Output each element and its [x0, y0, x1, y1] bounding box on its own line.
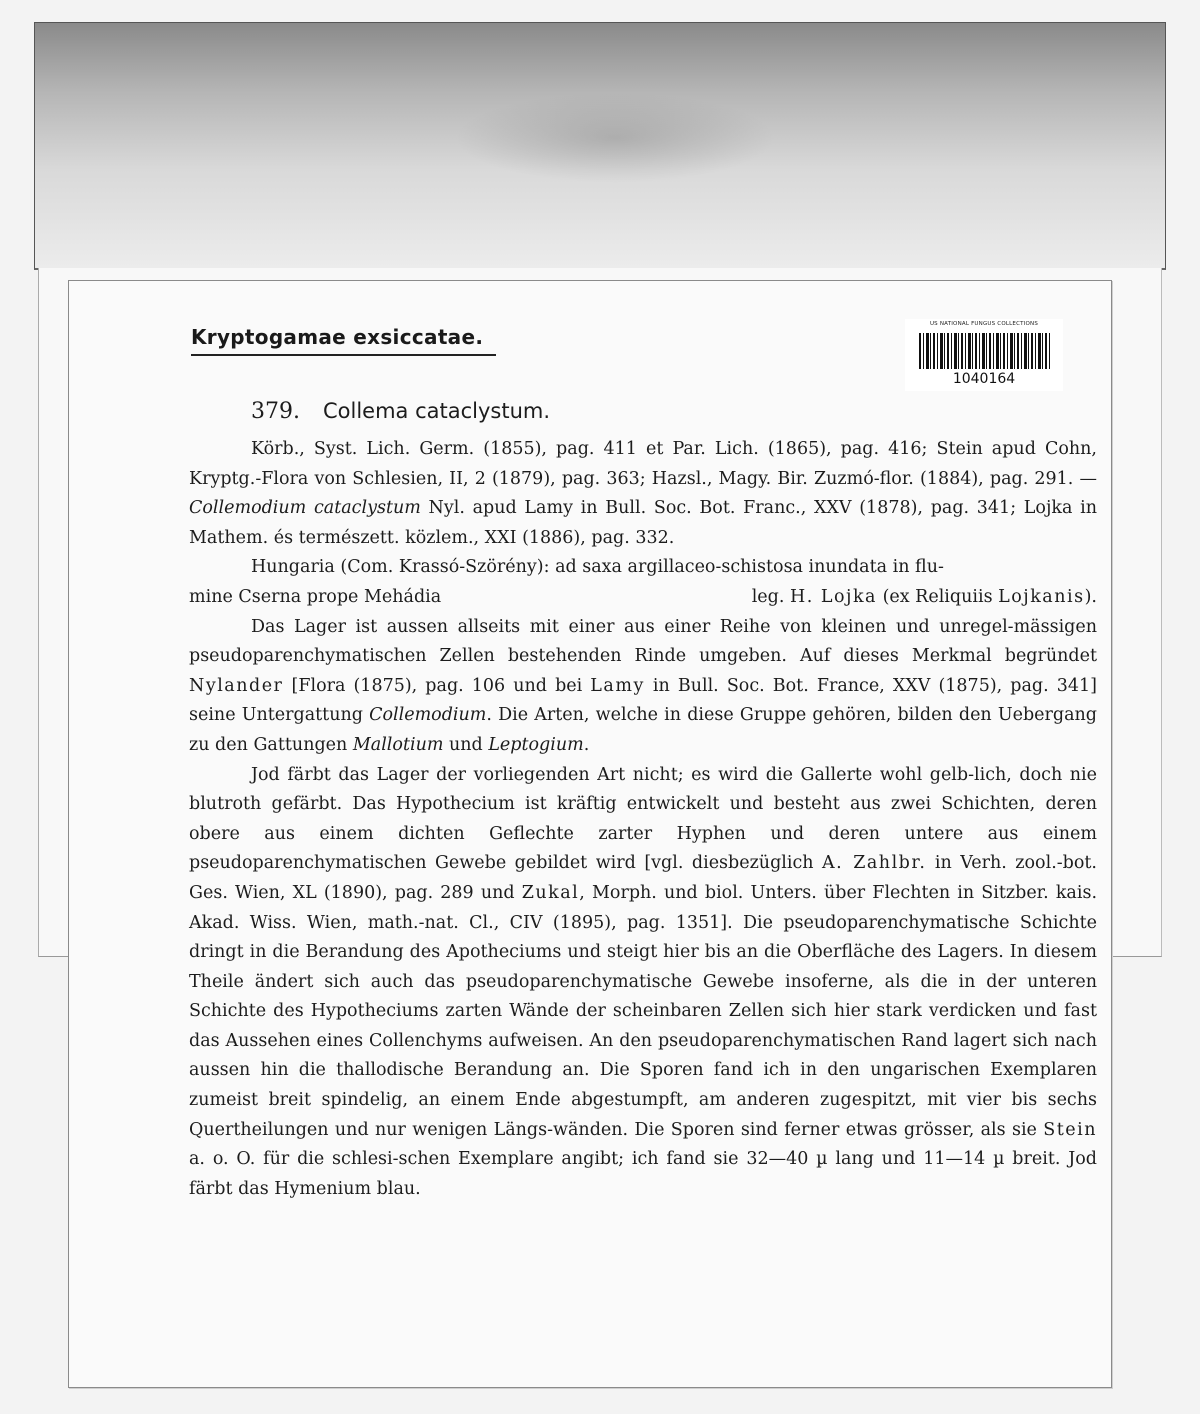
references-paragraph: Körb., Syst. Lich. Germ. (1855), pag. 411 et Par. Lich. (1865), pag. 416; Stein apud Cohn, Kryptg.-Flora von Schlesien, II, 2 (1879), pag. 363; Hazsl., Magy. Bir. Zuzmó-flor. (1884), pag. 291. — Collemodium cataclystum Nyl. apud Lamy in Bull. Soc. Bot. Franc., XXV (1878), pag. 341; Lojka in Mathem. és természett. közlem., XXI (1886), pag. 332. — [189, 439, 1097, 548]
genus-mallotium: Mallotium — [352, 734, 444, 755]
author-lamy: Lamy — [590, 675, 645, 696]
title-underline — [191, 354, 496, 356]
entry-heading — [251, 399, 550, 424]
locality-paragraph: Hungaria (Com. Krassó-Szörény): ad saxa argillaceo-schistosa inundata in flu- — [251, 557, 944, 578]
reliquiae-name: Lojkanis — [998, 586, 1085, 607]
label-body — [189, 435, 1097, 1204]
author-zahlbr: A. Zahlbr. — [822, 853, 927, 874]
specimen-packet — [34, 22, 1166, 270]
locality-river: mine Cserna prope Mehádia — [189, 586, 442, 607]
collector-info: leg. H. Lojka (ex Reliquiis Lojkanis). — [751, 586, 1097, 607]
entry-number: 379. — [251, 399, 300, 424]
barcode-icon — [919, 333, 1051, 369]
author-nylander: Nylander — [189, 675, 284, 696]
author-stein: Stein — [1043, 1119, 1097, 1140]
barcode-number: 1040164 — [952, 371, 1016, 387]
barcode-label — [905, 319, 1063, 391]
collector-line — [189, 583, 1097, 613]
synonym-name: Collemodium cataclystum — [189, 498, 421, 519]
genus-leptogium: Leptogium — [488, 734, 584, 755]
author-zukal: Zukal — [521, 882, 580, 903]
genus-collemodium: Collemodium — [369, 705, 487, 726]
description-paragraph-2: Jod färbt das Lager der vorliegenden Art nicht; es wird die Gallerte wohl gelb-lich, doch nie blutroth gefärbt. Das Hypothecium ist kräftig entwickelt und besteht aus zwei Schichten, deren obere aus einem dichten Geflechte zarter Hyphen und deren untere aus einem pseudoparenchymatischen Gewebe gebildet wird [vgl. diesbezüglich A. Zahlbr. in Verh. zool.-bot. Ges. Wien, XL (1890), pag. 289 und Zukal, Morph. und biol. Unters. über Flechten in Sitzber. kais. Akad. Wiss. Wien, math.-nat. Cl., CIV (1895), pag. 1351]. Die pseudoparenchymatische Schichte dringt in die Berandung des Apotheciums und steigt hier bis an die Oberfläche des Lagers. In diesem Theile ändert sich auch das pseudoparenchymatische Gewebe insoferne, als die in der unteren Schichte des Hypotheciums zarten Wände der scheinbaren Zellen sich hier stark verdicken und fast das Aussehen eines Collenchyms aufweisen. An den pseudoparenchymatischen Rand lagert sich nach aussen hin die thallodische Berandung an. Die Sporen fand ich in den ungarischen Exemplaren zumeist breit spindelig, an einem Ende abgestumpft, am anderen zugespitzt, mit vier bis sechs Quertheilungen und nur wenigen Längs-wänden. Die Sporen sind ferner etwas grösser, als sie Stein a. o. O. für die schlesi-schen Exemplare angibt; ich fand sie 32—40 µ lang und 11—14 µ breit. Jod färbt das Hymenium blau. — [189, 764, 1098, 1199]
collection-title: Kryptogamae exsiccatae. — [191, 325, 484, 349]
specimen-label — [68, 280, 1112, 1388]
packet-stain — [455, 93, 775, 183]
collector-name: H. Lojka — [789, 586, 877, 607]
species-name: Collema cataclystum. — [322, 399, 551, 423]
barcode-institution: US NATIONAL FUNGUS COLLECTIONS — [929, 321, 1039, 327]
description-paragraph-1: Das Lager ist aussen allseits mit einer aus einer Reihe von kleinen und unregel-mässigen pseudoparenchymatischen Zellen bestehenden Rinde umgeben. Auf dieses Merkmal begründet Nylander [Flora (1875), pag. 106 und bei Lamy in Bull. Soc. Bot. France, XXV (1875), pag. 341] seine Untergattung Collemodium. Die Arten, welche in diese Gruppe gehören, bilden den Uebergang zu den Gattungen Mallotium und Leptogium. — [189, 616, 1097, 755]
country: Hungaria — [251, 557, 335, 578]
